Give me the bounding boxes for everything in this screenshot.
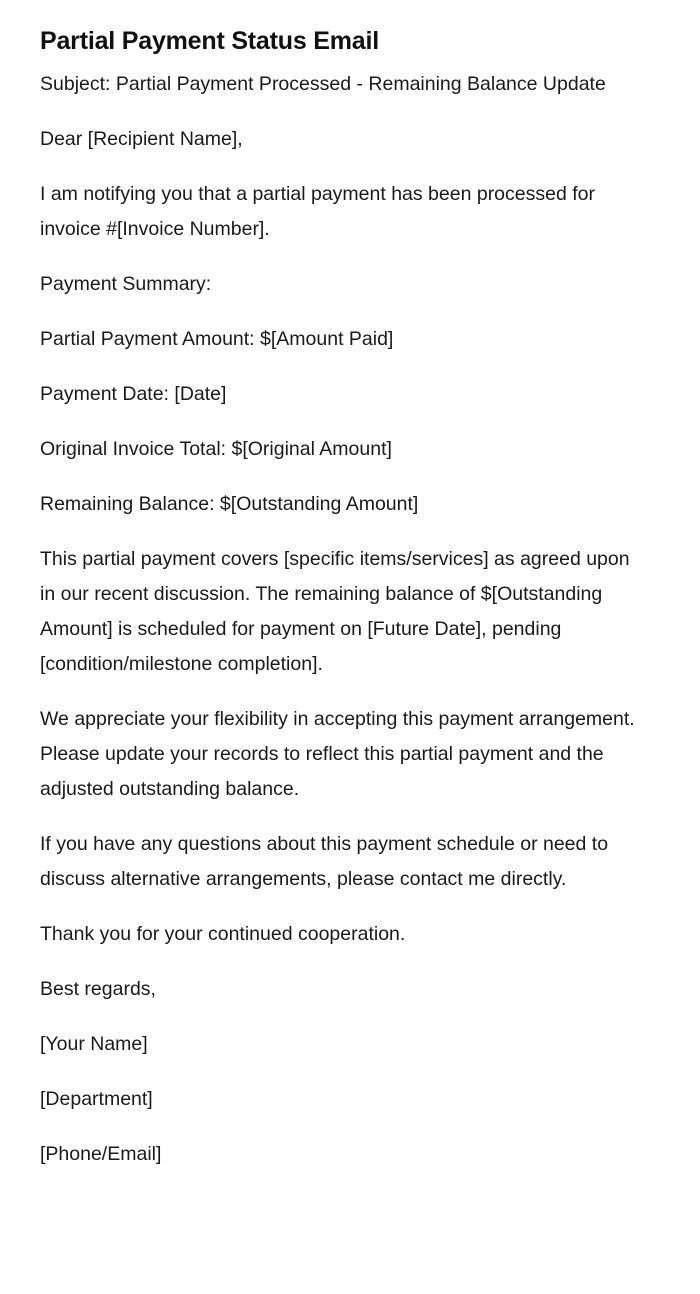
appreciation-paragraph: We appreciate your flexibility in accepting this payment arrangement. Please update your records to reflect this partial payment and the adjusted outstanding balance. <box>40 708 635 800</box>
email-subject: Subject: Partial Payment Processed - Remaining Balance Update <box>40 73 606 95</box>
payment-date-line: Payment Date: [Date] <box>40 383 227 405</box>
original-invoice-total-line: Original Invoice Total: $[Original Amount] <box>40 438 392 460</box>
remaining-balance-line: Remaining Balance: $[Outstanding Amount] <box>40 493 419 515</box>
email-salutation: Dear [Recipient Name], <box>40 128 243 150</box>
closing-line: Best regards, <box>40 978 156 1000</box>
signature-department: [Department] <box>40 1088 153 1110</box>
signature-contact: [Phone/Email] <box>40 1143 162 1165</box>
coverage-paragraph: This partial payment covers [specific items/services] as agreed upon in our recent discussion. The remaining balance of $[Outstanding Amount] is scheduled for payment on [Future Date], pending [condition/milestone completion]. <box>40 548 630 675</box>
partial-payment-amount-line: Partial Payment Amount: $[Amount Paid] <box>40 328 394 350</box>
questions-paragraph: If you have any questions about this payment schedule or need to discuss alternative arrangements, please contact me directly. <box>40 833 609 890</box>
email-intro-paragraph: I am notifying you that a partial payment has been processed for invoice #[Invoice Number]. <box>40 183 595 240</box>
document-title: Partial Payment Status Email <box>40 27 379 55</box>
thank-you-line: Thank you for your continued cooperation. <box>40 923 406 945</box>
payment-summary-heading: Payment Summary: <box>40 273 212 295</box>
signature-name: [Your Name] <box>40 1033 148 1055</box>
